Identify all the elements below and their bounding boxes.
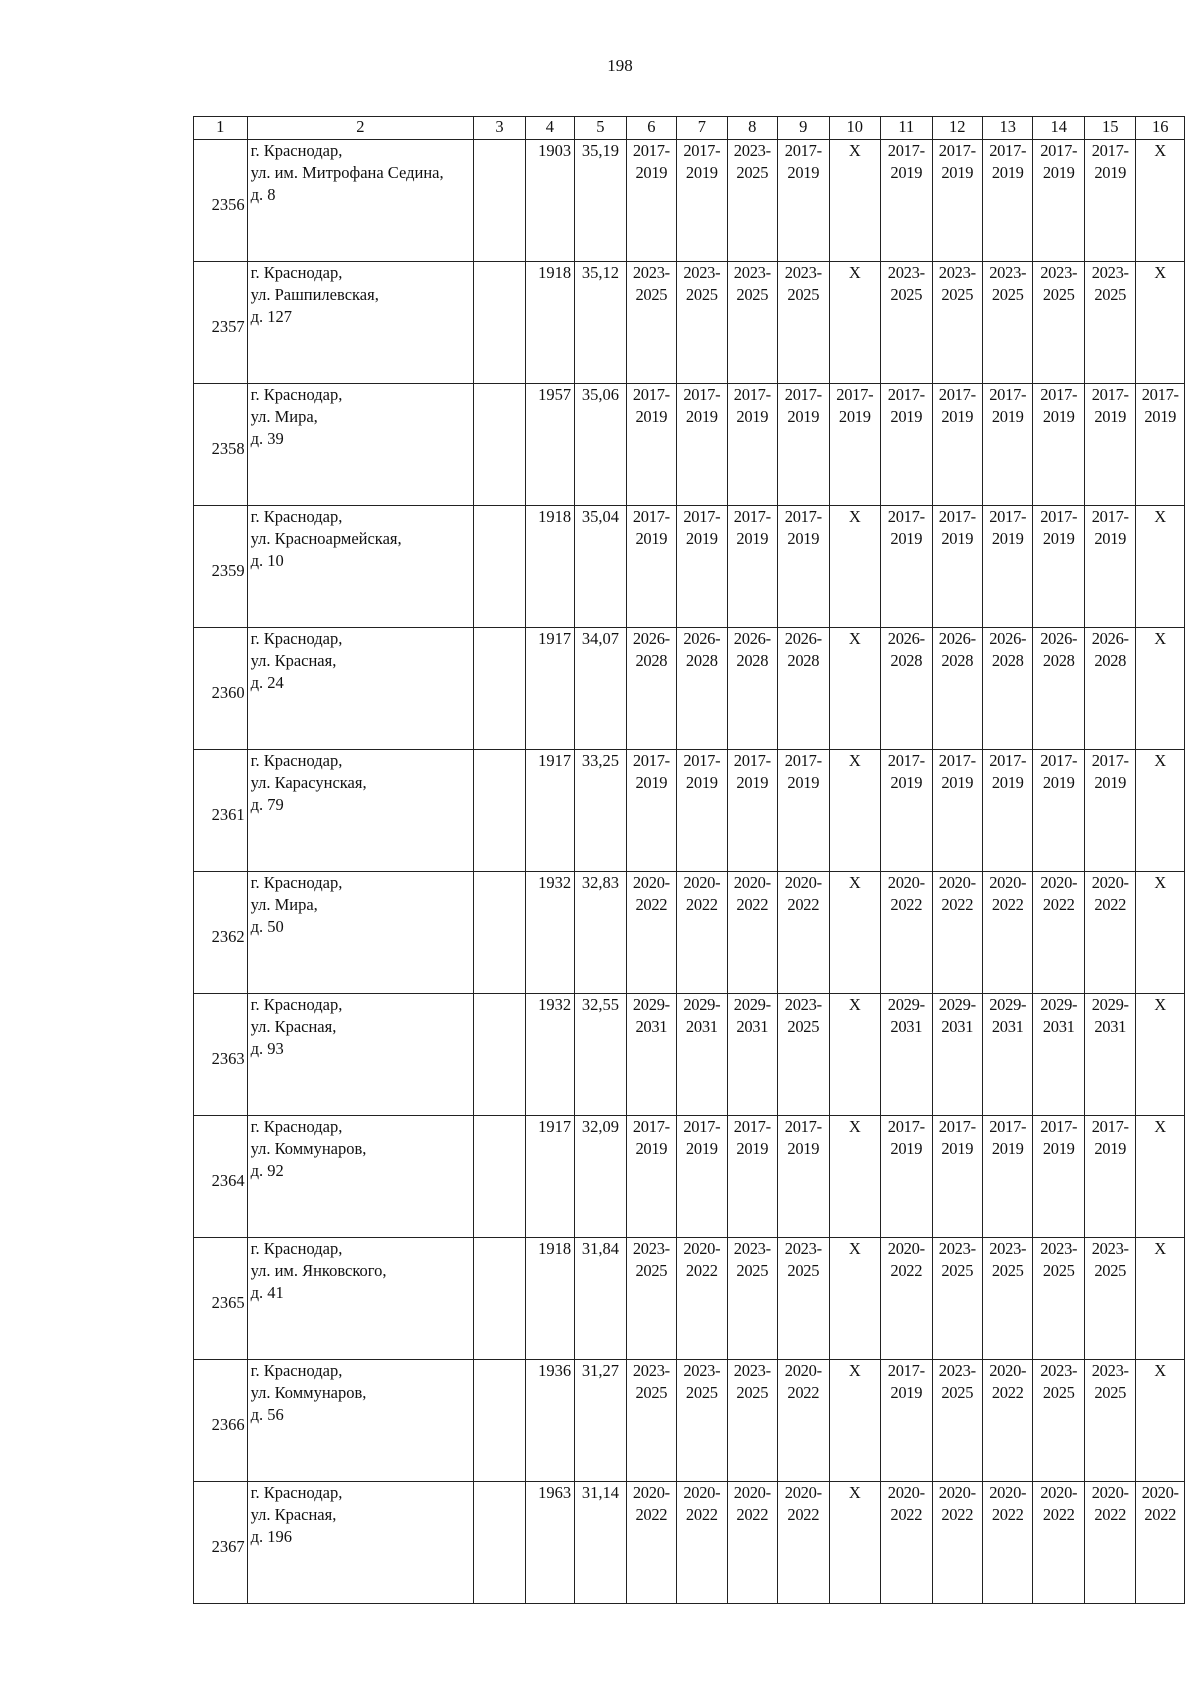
area-cell: 31,14 [575,1482,627,1604]
address-line: г. Краснодар, [250,1239,343,1258]
period-cell: 2017- 2019 [881,506,933,628]
column-header: 3 [474,117,526,140]
column-header: 15 [1084,117,1136,140]
period-cell: 2017- 2019 [1084,1116,1136,1238]
address-line: ул. Красная, [250,651,337,670]
period-cell: 2020- 2022 [983,1482,1033,1604]
address-line: д. 93 [250,1039,284,1058]
period-cell: 2020- 2022 [932,1482,982,1604]
period-cell: 2020- 2022 [881,1482,933,1604]
column-header: 14 [1033,117,1085,140]
row-number-cell [194,1116,248,1238]
period-cell: 2023- 2025 [626,1360,676,1482]
period-cell: 2026- 2028 [626,628,676,750]
column-header: 2 [247,117,474,140]
row-number: 2357 [211,317,245,336]
period-cell: X [829,1238,881,1360]
period-cell: 2026- 2028 [983,628,1033,750]
period-cell: 2020- 2022 [983,1360,1033,1482]
row-number-cell [194,1482,248,1604]
col3-cell [474,262,526,384]
period-cell: 2017- 2019 [983,750,1033,872]
period-cell: 2020- 2022 [881,872,933,994]
period-cell: 2020- 2022 [778,1360,830,1482]
address-line: д. 39 [250,429,284,448]
period-cell: 2017- 2019 [727,750,777,872]
address-line: д. 196 [250,1527,292,1546]
period-cell: 2020- 2022 [1136,1482,1185,1604]
row-number-cell [194,628,248,750]
table-row [194,628,1185,750]
period-cell: 2017- 2019 [932,384,982,506]
period-cell: 2029- 2031 [677,994,727,1116]
row-number: 2365 [211,1293,245,1312]
period-cell: 2017- 2019 [1084,506,1136,628]
row-number: 2367 [211,1537,245,1556]
address-line: д. 8 [250,185,276,204]
period-cell: 2020- 2022 [983,872,1033,994]
row-number: 2359 [211,561,245,580]
period-cell: 2026- 2028 [778,628,830,750]
address-line: г. Краснодар, [250,629,343,648]
table-row [194,1360,1185,1482]
period-cell: 2017- 2019 [677,384,727,506]
period-cell: X [1136,994,1185,1116]
address-line: д. 50 [250,917,284,936]
address-cell [247,140,474,262]
period-cell: 2026- 2028 [677,628,727,750]
area-cell: 35,06 [575,384,627,506]
period-cell: 2026- 2028 [1084,628,1136,750]
area-cell: 32,83 [575,872,627,994]
period-cell: 2023- 2025 [1033,262,1085,384]
address-line: г. Краснодар, [250,263,343,282]
period-cell: 2017- 2019 [677,506,727,628]
period-cell: 2017- 2019 [983,384,1033,506]
period-cell: X [829,628,881,750]
address-line: г. Краснодар, [250,751,343,770]
period-cell: 2017- 2019 [881,1360,933,1482]
col3-cell [474,750,526,872]
period-cell: 2023- 2025 [626,1238,676,1360]
period-cell: 2023- 2025 [1084,262,1136,384]
period-cell: 2017- 2019 [677,750,727,872]
period-cell: 2017- 2019 [1033,1116,1085,1238]
row-number: 2356 [211,195,245,214]
address-cell [247,384,474,506]
table-row [194,994,1185,1116]
period-cell: X [829,1116,881,1238]
address-line: ул. Красная, [250,1017,337,1036]
year-cell: 1918 [525,1238,574,1360]
period-cell: 2020- 2022 [932,872,982,994]
address-cell [247,1238,474,1360]
period-cell: 2023- 2025 [727,262,777,384]
row-number-cell [194,750,248,872]
address-line: д. 56 [250,1405,284,1424]
area-cell: 32,09 [575,1116,627,1238]
address-line: г. Краснодар, [250,141,343,160]
period-cell: 2017- 2019 [626,506,676,628]
area-cell: 33,25 [575,750,627,872]
period-cell: 2023- 2025 [778,262,830,384]
column-header: 8 [727,117,777,140]
period-cell: 2017- 2019 [1084,140,1136,262]
year-cell: 1918 [525,262,574,384]
address-line: ул. Мира, [250,895,318,914]
period-cell: X [829,262,881,384]
col3-cell [474,628,526,750]
period-cell: 2029- 2031 [727,994,777,1116]
period-cell: 2017- 2019 [727,506,777,628]
row-number: 2363 [211,1049,245,1068]
col3-cell [474,140,526,262]
area-cell: 35,12 [575,262,627,384]
table-row [194,262,1185,384]
period-cell: 2026- 2028 [881,628,933,750]
row-number: 2366 [211,1415,245,1434]
year-cell: 1932 [525,872,574,994]
column-header: 7 [677,117,727,140]
period-cell: 2017- 2019 [881,140,933,262]
period-cell: 2023- 2025 [778,994,830,1116]
period-cell: 2017- 2019 [778,506,830,628]
period-cell: 2020- 2022 [881,1238,933,1360]
row-number: 2358 [211,439,245,458]
row-number-cell [194,1360,248,1482]
period-cell: 2020- 2022 [778,872,830,994]
col3-cell [474,1116,526,1238]
year-cell: 1936 [525,1360,574,1482]
address-line: ул. Рашпилевская, [250,285,379,304]
row-number: 2362 [211,927,245,946]
address-cell [247,1116,474,1238]
period-cell: 2017- 2019 [727,1116,777,1238]
period-cell: 2017- 2019 [983,506,1033,628]
address-cell [247,750,474,872]
table-row [194,1116,1185,1238]
period-cell: 2020- 2022 [727,872,777,994]
period-cell: 2017- 2019 [1033,750,1085,872]
area-cell: 31,27 [575,1360,627,1482]
year-cell: 1917 [525,1116,574,1238]
table-row [194,384,1185,506]
period-cell: 2017- 2019 [626,384,676,506]
year-cell: 1932 [525,994,574,1116]
period-cell: 2017- 2019 [932,1116,982,1238]
period-cell: 2023- 2025 [983,262,1033,384]
column-header: 6 [626,117,676,140]
period-cell: 2017- 2019 [932,140,982,262]
period-cell: X [829,872,881,994]
period-cell: X [829,140,881,262]
period-cell: X [1136,872,1185,994]
period-cell: 2020- 2022 [626,872,676,994]
address-line: ул. Коммунаров, [250,1383,367,1402]
address-line: г. Краснодар, [250,1117,343,1136]
period-cell: 2029- 2031 [881,994,933,1116]
address-line: г. Краснодар, [250,1483,343,1502]
period-cell: 2017- 2019 [1136,384,1185,506]
address-cell [247,1360,474,1482]
period-cell: 2029- 2031 [1033,994,1085,1116]
period-cell: 2017- 2019 [881,384,933,506]
address-line: ул. Красная, [250,1505,337,1524]
period-cell: 2020- 2022 [1084,872,1136,994]
register-table [193,116,1185,1604]
address-cell [247,994,474,1116]
period-cell: 2023- 2025 [932,1360,982,1482]
address-line: г. Краснодар, [250,385,343,404]
period-cell: 2026- 2028 [1033,628,1085,750]
period-cell: 2020- 2022 [1033,872,1085,994]
address-line: д. 24 [250,673,284,692]
table-row [194,750,1185,872]
period-cell: 2020- 2022 [727,1482,777,1604]
table-row [194,140,1185,262]
period-cell: X [829,1482,881,1604]
address-line: ул. им. Янковского, [250,1261,387,1280]
year-cell: 1957 [525,384,574,506]
period-cell: 2017- 2019 [932,506,982,628]
period-cell: 2026- 2028 [932,628,982,750]
row-number-cell [194,994,248,1116]
row-number-cell [194,872,248,994]
period-cell: X [1136,1360,1185,1482]
period-cell: 2017- 2019 [727,384,777,506]
table-row [194,1482,1185,1604]
period-cell: 2017- 2019 [677,140,727,262]
period-cell: X [1136,628,1185,750]
column-header: 11 [881,117,933,140]
year-cell: 1963 [525,1482,574,1604]
period-cell: 2017- 2019 [1033,506,1085,628]
area-cell: 34,07 [575,628,627,750]
period-cell: 2023- 2025 [881,262,933,384]
row-number-cell [194,140,248,262]
period-cell: 2020- 2022 [778,1482,830,1604]
column-header: 9 [778,117,830,140]
period-cell: 2017- 2019 [778,140,830,262]
header-row [194,117,1185,140]
address-cell [247,872,474,994]
period-cell: 2023- 2025 [1033,1360,1085,1482]
period-cell: 2023- 2025 [677,1360,727,1482]
address-line: д. 10 [250,551,284,570]
row-number: 2361 [211,805,245,824]
period-cell: X [1136,140,1185,262]
period-cell: X [1136,1238,1185,1360]
col3-cell [474,1360,526,1482]
period-cell: X [1136,262,1185,384]
period-cell: 2020- 2022 [1084,1482,1136,1604]
period-cell: X [1136,506,1185,628]
column-header: 16 [1136,117,1185,140]
address-cell [247,1482,474,1604]
row-number: 2360 [211,683,245,702]
row-number-cell [194,262,248,384]
period-cell: 2029- 2031 [626,994,676,1116]
period-cell: 2023- 2025 [1033,1238,1085,1360]
period-cell: 2017- 2019 [829,384,881,506]
column-header: 12 [932,117,982,140]
period-cell: 2023- 2025 [677,262,727,384]
period-cell: 2023- 2025 [932,1238,982,1360]
col3-cell [474,1482,526,1604]
address-line: д. 79 [250,795,284,814]
page-number: 198 [607,56,633,75]
period-cell: 2023- 2025 [778,1238,830,1360]
period-cell: 2017- 2019 [1033,384,1085,506]
period-cell: 2017- 2019 [778,384,830,506]
column-header: 10 [829,117,881,140]
period-cell: 2023- 2025 [727,1360,777,1482]
table-row [194,1238,1185,1360]
address-cell [247,506,474,628]
col3-cell [474,384,526,506]
area-cell: 35,19 [575,140,627,262]
row-number-cell [194,384,248,506]
address-line: г. Краснодар, [250,873,343,892]
period-cell: 2023- 2025 [727,1238,777,1360]
period-cell: 2017- 2019 [778,1116,830,1238]
year-cell: 1917 [525,750,574,872]
table-row [194,506,1185,628]
year-cell: 1903 [525,140,574,262]
address-line: ул. Карасунская, [250,773,367,792]
period-cell: 2023- 2025 [983,1238,1033,1360]
period-cell: 2029- 2031 [1084,994,1136,1116]
period-cell: 2020- 2022 [677,872,727,994]
address-cell [247,262,474,384]
address-line: ул. им. Митрофана Седина, [250,163,444,182]
area-cell: 32,55 [575,994,627,1116]
period-cell: 2017- 2019 [1084,384,1136,506]
year-cell: 1918 [525,506,574,628]
period-cell: 2023- 2025 [1084,1360,1136,1482]
address-line: г. Краснодар, [250,995,343,1014]
address-line: г. Краснодар, [250,1361,343,1380]
period-cell: X [829,1360,881,1482]
address-line: ул. Мира, [250,407,318,426]
period-cell: 2020- 2022 [677,1238,727,1360]
period-cell: 2029- 2031 [932,994,982,1116]
year-cell: 1917 [525,628,574,750]
col3-cell [474,506,526,628]
period-cell: 2029- 2031 [983,994,1033,1116]
address-cell [247,628,474,750]
row-number-cell [194,1238,248,1360]
period-cell: 2017- 2019 [983,1116,1033,1238]
period-cell: 2020- 2022 [1033,1482,1085,1604]
address-line: ул. Коммунаров, [250,1139,367,1158]
area-cell: 31,84 [575,1238,627,1360]
period-cell: 2017- 2019 [626,750,676,872]
period-cell: 2017- 2019 [626,1116,676,1238]
table-row [194,872,1185,994]
address-line: д. 127 [250,307,292,326]
period-cell: X [829,506,881,628]
period-cell: X [829,750,881,872]
column-header: 1 [194,117,248,140]
row-number-cell [194,506,248,628]
period-cell: X [1136,1116,1185,1238]
address-line: ул. Красноармейская, [250,529,402,548]
column-header: 13 [983,117,1033,140]
period-cell: 2020- 2022 [626,1482,676,1604]
period-cell: 2017- 2019 [677,1116,727,1238]
period-cell: 2017- 2019 [1033,140,1085,262]
period-cell: 2023- 2025 [727,140,777,262]
period-cell: 2023- 2025 [1084,1238,1136,1360]
col3-cell [474,994,526,1116]
table-body [194,140,1185,1604]
col3-cell [474,1238,526,1360]
period-cell: 2026- 2028 [727,628,777,750]
period-cell: X [1136,750,1185,872]
address-line: д. 92 [250,1161,284,1180]
row-number: 2364 [211,1171,245,1190]
period-cell: X [829,994,881,1116]
col3-cell [474,872,526,994]
area-cell: 35,04 [575,506,627,628]
address-line: д. 41 [250,1283,284,1302]
period-cell: 2017- 2019 [983,140,1033,262]
address-line: г. Краснодар, [250,507,343,526]
column-header: 4 [525,117,574,140]
period-cell: 2020- 2022 [677,1482,727,1604]
column-header: 5 [575,117,627,140]
period-cell: 2017- 2019 [1084,750,1136,872]
period-cell: 2017- 2019 [932,750,982,872]
period-cell: 2023- 2025 [626,262,676,384]
period-cell: 2017- 2019 [881,1116,933,1238]
period-cell: 2023- 2025 [932,262,982,384]
period-cell: 2017- 2019 [626,140,676,262]
period-cell: 2017- 2019 [881,750,933,872]
period-cell: 2017- 2019 [778,750,830,872]
